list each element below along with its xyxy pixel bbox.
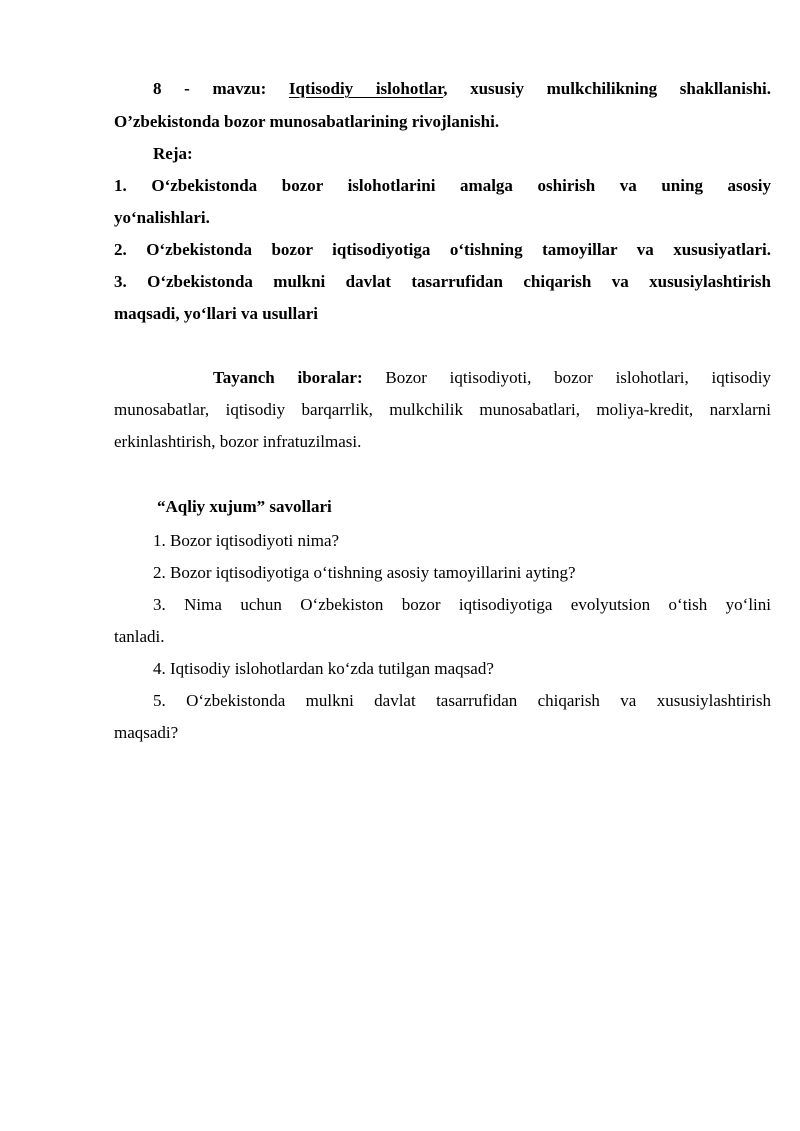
question-1-text: 1. Bozor iqtisodiyoti nima? [153, 531, 340, 550]
document-content [114, 72, 771, 749]
plan-item-1-line-2: yo‘nalishlari. [114, 208, 210, 227]
reja-label: Reja: [153, 144, 193, 163]
question-3-line-2: tanladi. [114, 627, 165, 646]
topic-heading [114, 72, 771, 138]
keywords-line-2: munosabatlar, iqtisodiy barqarrlik, mulkchilik munosabatlari, moliya-kredit, narxlarni [114, 400, 771, 419]
keywords-paragraph [114, 362, 771, 458]
question-3 [114, 589, 771, 653]
question-2 [114, 557, 771, 589]
question-5 [114, 685, 771, 749]
topic-heading-rest: , xususiy mulkchilikning shakllanishi. [443, 79, 771, 98]
plan-item-1-line-1: 1. O‘zbekistonda bozor islohotlarini amalga oshirish va uning asosiy [114, 176, 771, 195]
topic-heading-line-1 [114, 72, 771, 105]
blank-line [114, 330, 771, 362]
question-1 [114, 525, 771, 557]
question-5-line-2: maqsadi? [114, 723, 179, 742]
brainstorm-title: “Aqliy xujum” savollari [157, 497, 332, 516]
plan-item-3-line-2: maqsadi, yo‘llari va usullari [114, 304, 319, 323]
keywords-text-1: Bozor iqtisodiyoti, bozor islohotlari, iqtisodiy [362, 368, 772, 387]
question-2-text: 2. Bozor iqtisodiyotiga o‘tishning asosiy tamoyillarini ayting? [153, 563, 576, 582]
keywords-label: Tayanch iboralar: [213, 368, 363, 387]
plan-item-2: 2. O‘zbekistonda bozor iqtisodiyotiga o‘tishning tamoyillar va xususiyatlari. [114, 240, 771, 259]
plan-item-3-line-1: 3. O‘zbekistonda mulkni davlat tasarrufidan chiqarish va xususiylashtirish [114, 272, 771, 291]
topic-underlined-title: Iqtisodiy islohotlar [288, 79, 444, 98]
question-5-line-1: 5. O‘zbekistonda mulkni davlat tasarrufidan chiqarish va xususiylashtirish [153, 691, 771, 710]
keywords-line-1 [114, 362, 771, 394]
keywords-line-3: erkinlashtirish, bozor infratuzilmasi. [114, 432, 362, 451]
topic-heading-line-2: O’zbekistonda bozor munosabatlarining rivojlanishi. [114, 112, 500, 131]
question-4 [114, 653, 771, 685]
question-4-text: 4. Iqtisodiy islohotlardan ko‘zda tutilgan maqsad? [153, 659, 494, 678]
topic-prefix: 8 - mavzu: [153, 79, 289, 98]
questions-list [114, 525, 771, 749]
plan-list [114, 170, 771, 330]
question-3-line-1: 3. Nima uchun O‘zbekiston bozor iqtisodiyotiga evolyutsion o‘tish yo‘lini [153, 595, 771, 614]
